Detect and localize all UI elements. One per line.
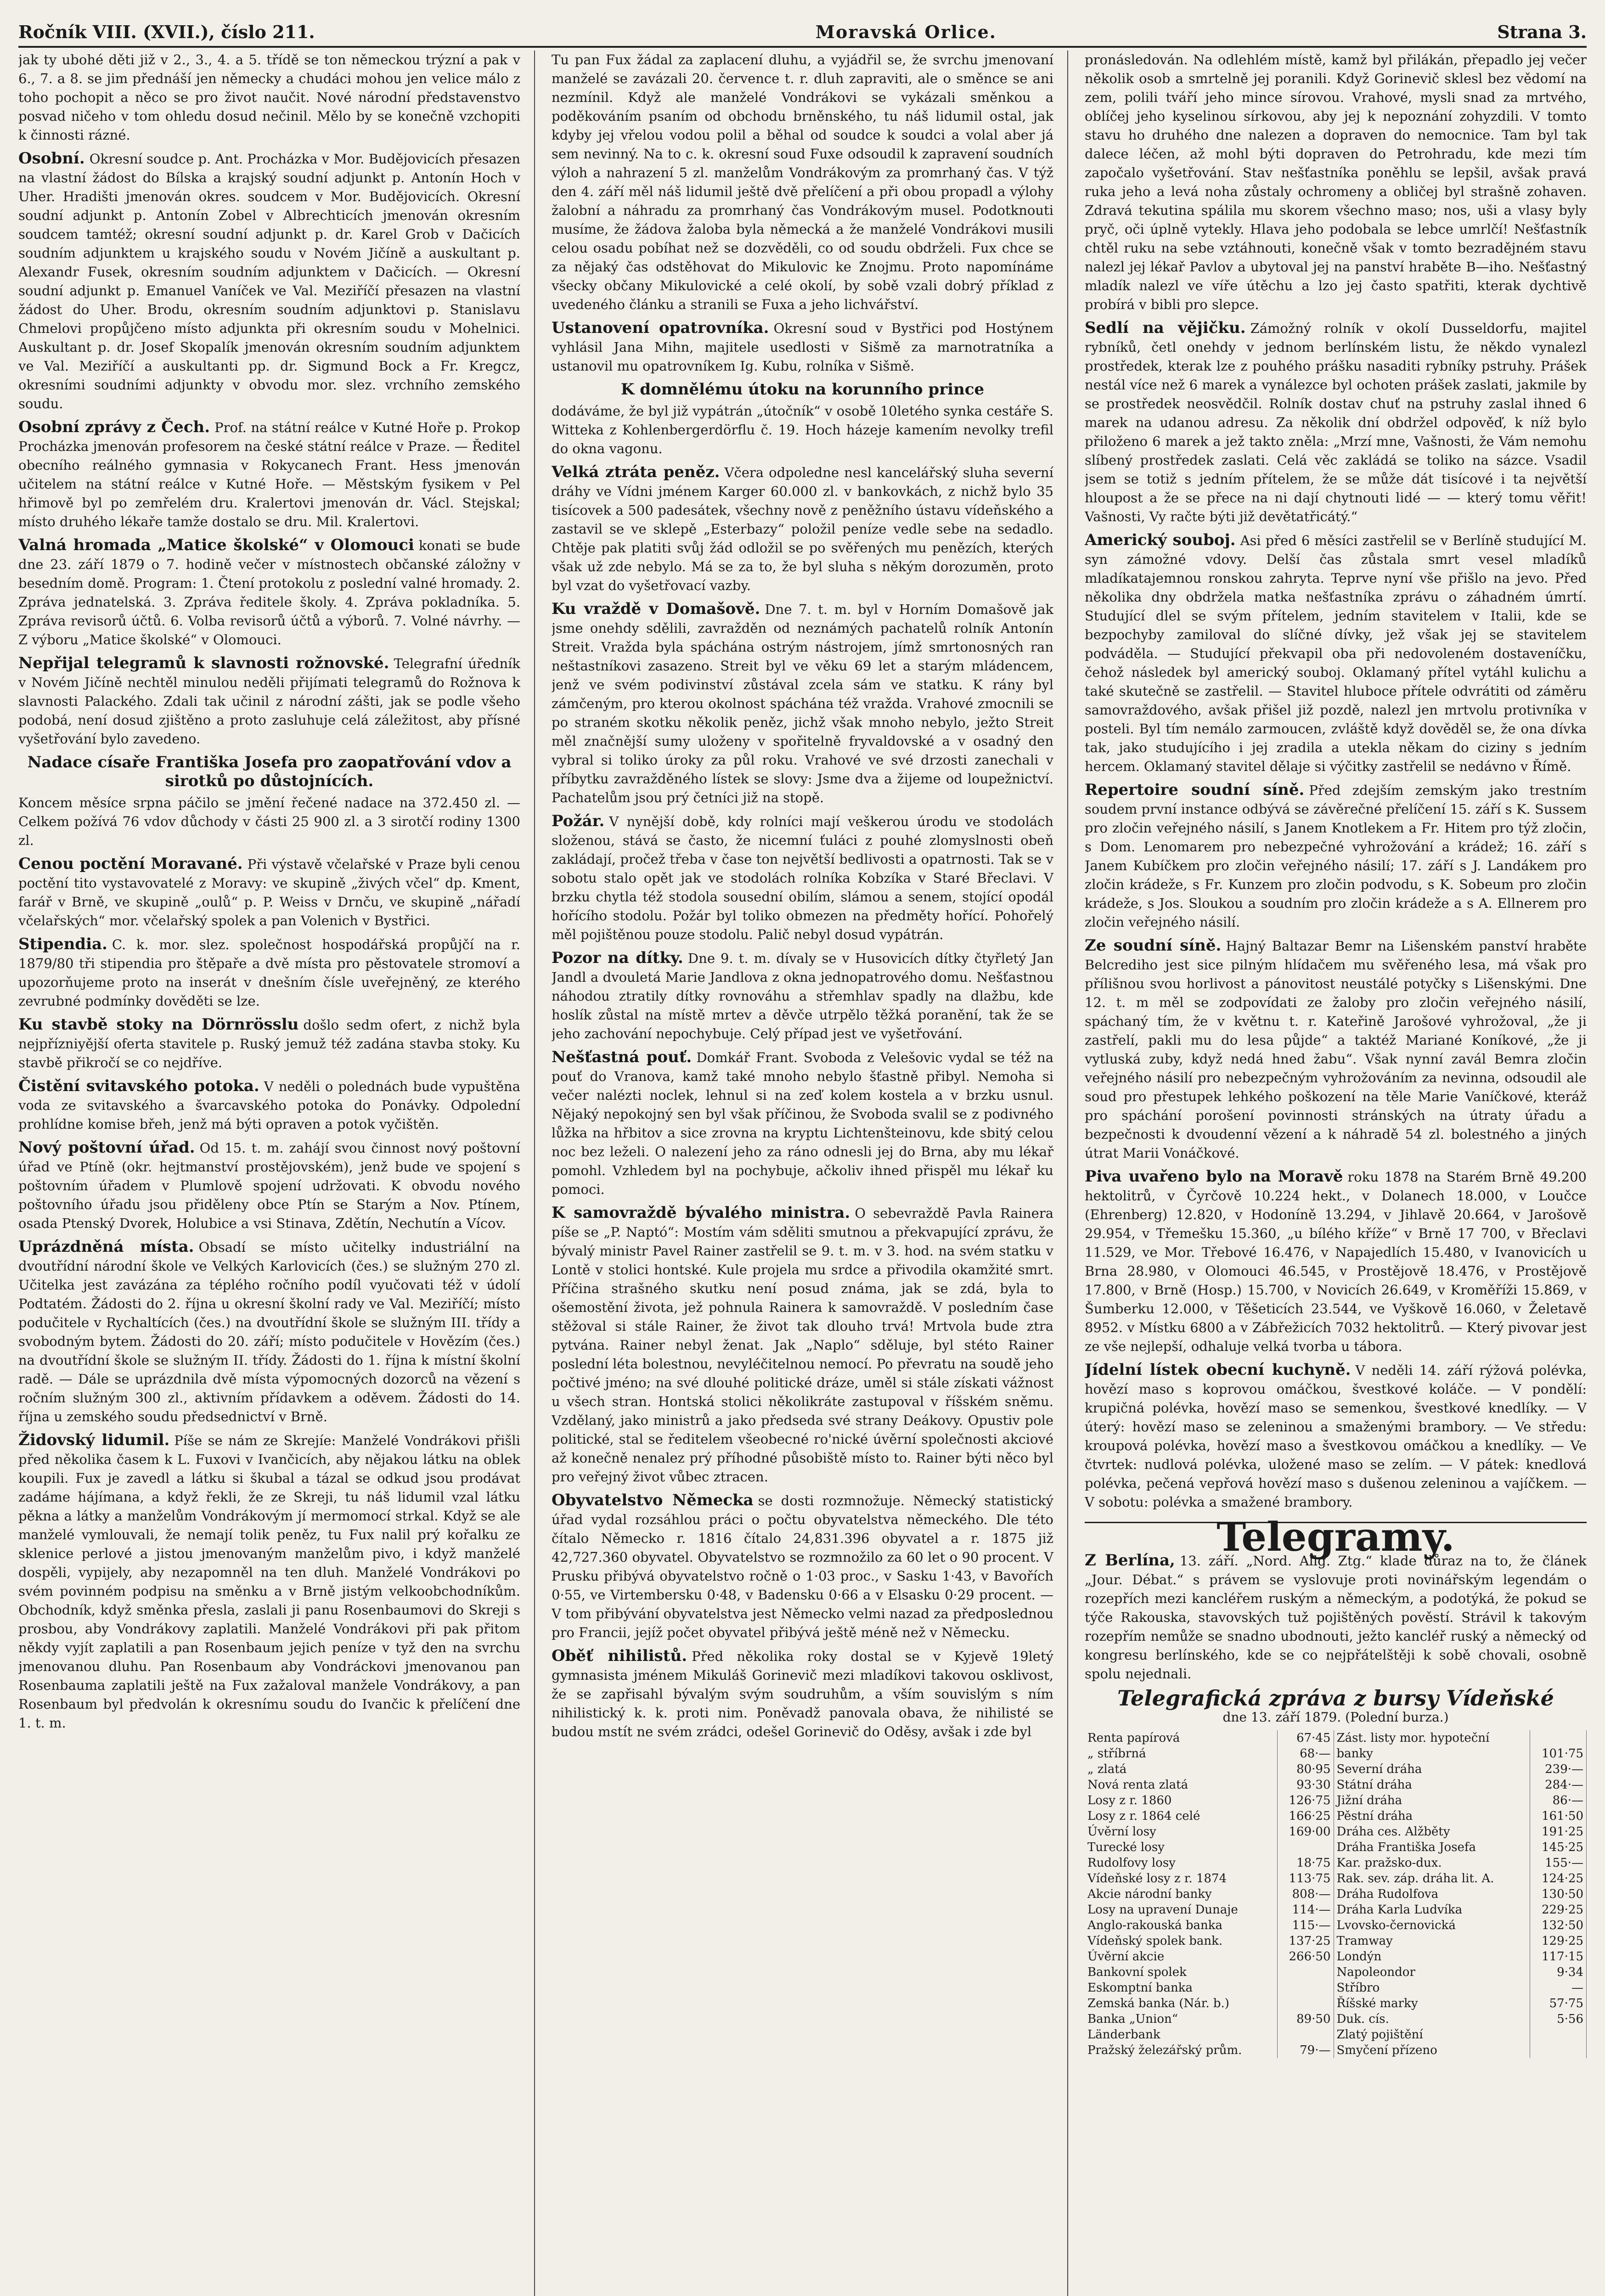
quote-value: 130·50 bbox=[1530, 1886, 1587, 1902]
article bbox=[552, 1647, 1053, 1741]
article bbox=[1085, 1167, 1587, 1356]
security-name: Zást. listy mor. hypoteční bbox=[1334, 1730, 1530, 1746]
security-name: Zemská banka (Nár. b.) bbox=[1085, 1996, 1277, 2011]
quote-value: 117·15 bbox=[1530, 1949, 1587, 1964]
quote-value bbox=[1277, 1840, 1334, 1855]
security-name: Eskomptní banka bbox=[1085, 1980, 1277, 1996]
quote-value: 129·25 bbox=[1530, 1933, 1587, 1949]
security-name: Dráha Rudolfova bbox=[1334, 1886, 1530, 1902]
article-text: V nynější době, kdy rolníci mají veškerou úrodu ve stodolách složenou, stává se často, že nicemní ťuláci z pouhé zlomyslnosti obeň zakládají, pročež třeba v čase ton největší bedlivosti a opatrnosti. Tak se v sobotu stalo opět jak ve stodolách rolníka Kobzíka v Staré Břeclavi. V brzku chytla též stodola sousední obilím, slámou a senem, stojící opodál hořícího stodolu. Požár byl toliko obmezen na předměty hořící. Pohořelý měl pojištěnou pouze stodolu. Palič nebyl dosud vypátrán. bbox=[552, 814, 1053, 942]
quote-value: 239·— bbox=[1530, 1761, 1587, 1777]
quote-value bbox=[1277, 2027, 1334, 2043]
article bbox=[18, 1431, 520, 1733]
quote-value: 161·50 bbox=[1530, 1808, 1587, 1824]
article bbox=[552, 319, 1053, 376]
security-name: Rudolfovy losy bbox=[1085, 1855, 1277, 1871]
quote-value: 808·— bbox=[1277, 1886, 1334, 1902]
article bbox=[18, 536, 520, 649]
quote-value bbox=[1530, 1730, 1587, 1746]
quote-value: 89·50 bbox=[1277, 2011, 1334, 2027]
article-text: Hajný Baltazar Bemr na Lišenském panství hraběte Belcrediho jest sice pilným hlídačem mu svěřeného lesa, má však pro přílišnou svou horlivost a pánovitost neustálé potyčky s Lišenskými. Dne 12. t. m měl se zodpovídati ze žaloby pro zločin veřejného násilí, spáchaný tím, že v květnu t. r. Kateřině Jarošové vyhrožoval, „že ji zastřelí, pakli mu do lesa půjde“ a taktéž Mariané Koníkové, „že ji vytluská zuby, když nedá hned žabu“. Však nynní zavál Bemra zločin veřejného násilí pro nebezpečným vyhrožováním za nevinna, odsoudil ale soud pro přestupek lehkého poškození na těle Marie Vaníčkové, kteráž pro spáchání porošení povinnosti stránských na útraty úřadu a bezpečnosti k dvoudenní vězení a k náhradě 54 zl. bolestného a jiných útrat Marii Vonáčkové. bbox=[1085, 938, 1587, 1161]
article-text: Koncem měsíce srpna páčilo se jmění řečené nadace na 372.450 zl. — Celkem požívá 76 vdov důchody v části 25 900 zl. a 3 sirotčí rodiny 1300 zl. bbox=[18, 795, 520, 848]
security-name: Úvěrní akcie bbox=[1085, 1949, 1277, 1964]
security-name: Zlatý pojištění bbox=[1334, 2027, 1530, 2043]
article bbox=[18, 418, 520, 531]
security-name: Londýn bbox=[1334, 1949, 1530, 1964]
table-row bbox=[1085, 1824, 1587, 1840]
quote-value: 191·25 bbox=[1530, 1824, 1587, 1840]
article bbox=[552, 949, 1053, 1043]
quote-value: 5·56 bbox=[1530, 2011, 1587, 2027]
security-name: Losy z r. 1864 celé bbox=[1085, 1808, 1277, 1824]
article bbox=[552, 600, 1053, 807]
article bbox=[552, 51, 1053, 314]
article-text: se dosti rozmnožuje. Německý statistický úřad vydal rozsáhlou práci o počtu obyvatelstva německého. Dle této čítalo Německo r. 1816 čítalo 24,831.396 obyvatel a r. 1875 již 42,727.360 obyvatel. Obyvatelstvo se rozmnožilo za 60 let o 90 procent. V Prusku přibývá obyvatelstvo ročně o 1·03 proc., v Sasku 1·43, v Bavořích 0·55, ve Virtembersku 0·48, v Badensku 0·66 a v Elsasku 0·29 procent. — V tom přibývání obyvatelstva jest Německo velmi nazad za předposlednou pro Francii, jejíž počet obyvatel přibývá ještě méně než v Německu. bbox=[552, 1493, 1053, 1640]
article bbox=[552, 812, 1053, 944]
article bbox=[552, 1048, 1053, 1199]
article-headline: Valná hromada „Matice školské“ v Olomouci bbox=[18, 536, 414, 554]
bourse-date: dne 13. září 1879. (Polední burza.) bbox=[1222, 1710, 1449, 1725]
quote-value: 113·75 bbox=[1277, 1871, 1334, 1886]
table-row bbox=[1085, 1777, 1587, 1793]
table-row bbox=[1085, 1949, 1587, 1964]
security-name: Jižní dráha bbox=[1334, 1793, 1530, 1808]
security-name: Renta papírová bbox=[1085, 1730, 1277, 1746]
security-name: Dráha ces. Alžběty bbox=[1334, 1824, 1530, 1840]
quote-value: 68·— bbox=[1277, 1746, 1334, 1761]
article-text: Zámožný rolník v okolí Dusseldorfu, majitel rybníků, četl onehdy v jednom berlínském listu, že někdo vynalezl prostředek, kterak lze z pouhého prášku nasaditi rybníky pstruhy. Prášek nestál více než 6 marek a vynálezce byl ochoten prášek zaslati, jakmile by se prostředek neosvědčil. Rolník dostav chuť na pstruhy zaslal ihned 6 marek na udanou adresu. Za několik dní obdržel odpověď, k níž bylo přiloženo 6 marek a jež takto zněla: „Mrzí mne, Vašnosti, že Vám nemohu slíbený prostředek zaslati. Celá věc zakládá se toliko na sázce. Vsadil jsem se totiž s jedním přítelem, že se může dát tisícové i ta největší hloupost a že se přece na ni dají chytnouti lidé — — který tomu věřit! Vašnosti, Vy račte býti již devětatřicátý.“ bbox=[1085, 321, 1587, 524]
article-headline: Sedlí na vějičku. bbox=[1085, 319, 1246, 337]
quote-value bbox=[1277, 1996, 1334, 2011]
article-text: Píše se nám ze Skrejíe: Manželé Vondrákovi přišli před několika časem k L. Fuxovi v Ivančicích, aby nějakou látku na oblek koupili. Fux je zavedl a látku si škubal a tázal se odkud jsou prodávat zadáme hájímana, a když řekli, že ze Skreji, tu náš lidumil vzal látku pěkna a látky a manželům Vondrákovým jí mermomocí strkal. Když se ale manželé vymlouvali, že nemají tolik peněz, tu Fux nalil prý kořalku ze sklenice perlové a jistou jmenovaným manželům pivo, i když manželé dospěli, vypijely, aby nezapomněl na ten dluh. Manželé Vondrákovi po svém povinném podpisu na směnku a v Brně jistým velkoobchodníkům. Obchodník, když směnka přesla, zaslali ji panu Rosenbaumovi do Skreji s prosbou, aby Vondrákovy zaplatili. Manželé Vondrákovi při pak přitom někdy vyjít zaplatili a pan Rosenbaum jejich peníze v tyž den na svrchu jmenovanou dluhu. Pan Rosenbaum aby Vondráckovi jmenovanou pan Rosenbauma zaplatili ještě na Fux zažaloval manžele Vondrákovy, a pan Rosenbaum byl předvolán k okresnímu soudu do Ivančic k přelíčení dne 1. t. m. bbox=[18, 1433, 520, 1731]
table-row bbox=[1085, 1730, 1587, 1746]
article bbox=[18, 753, 520, 850]
quote-value: 169·00 bbox=[1277, 1824, 1334, 1840]
security-name: Akcie národní banky bbox=[1085, 1886, 1277, 1902]
article-text: Obsadí se místo učitelky industriální na dvoutřídní národní škole ve Velkých Karlovicích (čes.) se služným 270 zl. Učitelka jest zavázána za téplého ročního podíl vyučovati též v údolí Podtatém. Žádosti do 2. října u okresní školní rady ve Val. Meziříčí; místo podučitele v Rychaltících (čes.) na dvoutřídní škole se služným III. třídy a svobodným bytem. Žádosti do 20. září; místo podučitele v Hovězím (čes.) na dvoutřídní škole se služným II. třídy. Žádosti do 1. října k místní školní radě. — Dále se uprázdnila dvě místa výpomocných dozorců na vězení s ročním služným 300 zl., aktivním přídavkem a oděvem. Žádosti do 14. října u zemského soudu předsednictví v Brně. bbox=[18, 1239, 520, 1424]
quote-value: 101·75 bbox=[1530, 1746, 1587, 1761]
table-row bbox=[1085, 1980, 1587, 1996]
article-headline: Uprázdněná místa. bbox=[18, 1238, 194, 1256]
article-text: konati se bude dne 23. září 1879 o 7. hodině večer v místnostech občanské záložny v besedním domě. Program: 1. Čtení protokolu z poslední valné hromady. 2. Zpráva jednatelská. 3. Zpráva ředitele školy. 4. Zpráva pokladníka. 5. Zpráva revisorů účtů. 6. Volba revisorů účtů a výborů. 7. Volné návrhy. — Z výboru „Matice školské“ v Olomouci. bbox=[18, 538, 520, 647]
article-text: Asi před 6 měsíci zastřelil se v Berlíně studující M. syn zámožné vdovy. Delší čas zůstala smrt vesel mladíků mladíkatajemnou ronskou zahryta. Teprve nyní vše přišlo na jevo. Před několika dny obdržela matka nešťastníka zprávu o záhadném úmrtí. Studující dlel se svým přítelem, jedním stavitelem v Italii, kde se bezpochyby zamiloval do slíčné dívky, jež však jej se stavitelem podváděla. — Studující překvapil oba při nedovoleném dostaveníčku, čehož následek byl americký souboj. Oklamaný přítel vytáhl kulichu a také skutečně se zastřelil. — Stavitel hluboce přítele odvrátiti od záměru samovraždového, avšak přišel již pozdě, nalezl jen mrtvolu protivníka v posteli. Byl tím nemálo zarmoucen, zvláště když dověděl se, že ona dívka tak, jako studujícího i jej zradila a utekla někam do ciziny s jedním hercem. Oklamaný stavitel dělaje si výčitky zastřelil se nedávno v Římě. bbox=[1085, 533, 1587, 774]
quote-value: 114·— bbox=[1277, 1902, 1334, 1918]
quote-value: 80·95 bbox=[1277, 1761, 1334, 1777]
article-text: Okresní soudce p. Ant. Procházka v Mor. Budějovicích přesazen na vlastní žádost do Bílska a krajský soudní adjunkt p. Antonín Hoch v Uher. Hradišti jmenován okres. soudcem v Mor. Budějovicích. Okresní soudní adjunkt p. Antonín Zobel v Albrechticích jmenován okresním soudcem tamtéž; okresní soudní adjunkt p. dr. Karel Grob v Dačicích soudním adjunktem u krajského soudu v Novém Jičíně a auskultant p. Alexandr Fusek, okresním soudním adjunktem v Dačicích. — Okresní soudní adjunkt p. Emanuel Vaníček ve Val. Meziříčí přesazen na vlastní žádost do Uher. Brodu, okresním soudním adjunktovi p. Stanislavu Chmelovi propůjčeno místo adjunkta při okresním soudu v Mohelnici. Auskultant p. dr. Josef Skopalík jmenován okresním soudním adjunktem ve Val. Meziříčí a auskultanti pp. dr. Sigmund Bock a Fr. Kregcz, okresními soudními adjunkty v obvodu mor. slez. vrchního zemského soudu. bbox=[18, 151, 520, 411]
table-row bbox=[1085, 1902, 1587, 1918]
article-text: Okresní soud v Bystřici pod Hostýnem vyhlásil Jana Mihn, majitele usedlosti v Sišmě za marnotratníka a ustanovil mu opatrovníkem Ig. Kubu, rolníka v Sišmě. bbox=[552, 321, 1053, 374]
security-name: Lvovsko-černovická bbox=[1334, 1918, 1530, 1933]
security-name: Smyčení přízeno bbox=[1334, 2043, 1530, 2058]
article bbox=[1085, 531, 1587, 776]
article bbox=[18, 1015, 520, 1072]
article-text: C. k. mor. slez. společnost hospodářská propůjčí na r. 1879/80 tři stipendia pro štěpaře a dvě místa pro pěstovatele stromoví a upozorňujeme proto na inserát v dnešním čísle uveřejněný, ze kterého zevrubné podmínky dověděti se lze. bbox=[18, 937, 520, 1009]
security-name: Nová renta zlatá bbox=[1085, 1777, 1277, 1793]
article bbox=[1085, 1551, 1587, 1683]
article-text: Telegrafní úředník v Novém Jičíně nechtěl minulou neděli přijímati telegramů do Rožnova k slavnosti Palackého. Zdali tak učinil z národní zášti, jak se podle všeho podobá, není dosud zjištěno a proto zasluhuje celá záležitost, aby přísné vyšetřování bylo zavedeno. bbox=[18, 656, 520, 747]
article-headline: Stipendia. bbox=[18, 935, 107, 953]
quote-value: 93·30 bbox=[1277, 1777, 1334, 1793]
article-text: jak ty ubohé děti již v 2., 3., 4. a 5. třídě se ton německou trýzní a pak v 6., 7. a 8. se jim přednáší jen německy a chudáci mohou jen velice málo z toho pochopit a něco se pro život naučit. Nové národní představenstvo posvad ničeho v tom ohledu dosud nečinil. Mělo by se konečně vzchopiti k činnosti rázné. bbox=[18, 52, 520, 143]
table-row bbox=[1085, 2011, 1587, 2027]
table-row bbox=[1085, 1871, 1587, 1886]
bourse-table bbox=[1085, 1730, 1587, 2058]
article-headline: Nešťastná pouť. bbox=[552, 1048, 692, 1066]
article bbox=[552, 1204, 1053, 1486]
article bbox=[552, 463, 1053, 595]
article bbox=[18, 1077, 520, 1134]
security-name: Losy na upravení Dunaje bbox=[1085, 1902, 1277, 1918]
article-headline: Nepřijal telegramů k slavnosti rožnovské. bbox=[18, 654, 389, 672]
quote-value: 9·34 bbox=[1530, 1964, 1587, 1980]
article-headline: Cenou poctění Moravané. bbox=[18, 855, 243, 873]
security-name: Dráha Františka Josefa bbox=[1334, 1840, 1530, 1855]
table-row bbox=[1085, 1793, 1587, 1808]
quote-value: 145·25 bbox=[1530, 1840, 1587, 1855]
security-name: Vídeňský spolek bank. bbox=[1085, 1933, 1277, 1949]
bourse-heading: Telegrafická zpráva z bursy Vídeňské bbox=[1117, 1686, 1554, 1711]
quote-value: 155·— bbox=[1530, 1855, 1587, 1871]
security-name: Úvěrní losy bbox=[1085, 1824, 1277, 1840]
security-name: Rak. sev. záp. dráha lit. A. bbox=[1334, 1871, 1530, 1886]
columns-container bbox=[18, 51, 1587, 2296]
article-text: O sebevraždě Pavla Rainera píše se „P. Naptó“: Mostím vám sděliti smutnou a překvapující zprávu, že bývalý ministr Pavel Rainer zastřelil se 9. t. m. v 3. hod. na svém statku v Lontě v stolici hontské. Kule projela mu srdce a přivodila okamžité smrt. Příčina strašného skutku není posud známa, jak se zdá, byla to ošemostění života, jež pohnula Rainera k samovraždě. V posledním čase stěžoval si stále Rainer, že život tak dlouho trvá! Mrtvola bude ztra pytvána. Rainer nebyl ženat. Jak „Naplo“ sděluje, byl stéto Rainer poslední léta bolestnou, nevyléčitelnou nemocí. Po převratu na soudě jeho počtivé jméno; na své dlouhé politické dráze, uměl si stále získati vážnost u všech stran. Hontská stolici několikráte zastupoval v říšském sněmu. Vzdělaný, jako ministrů a jako předseda své strany Deákovy. Opustiv pole politické, stal se ředitelem všeobecné ro'nické úvěrní společnosti akciové až konečně nenalez prý příhodné působiště místo to. Rainer býti něco byl pro veřejný život vůbec ztracen. bbox=[552, 1205, 1053, 1485]
security-name: Pěstní dráha bbox=[1334, 1808, 1530, 1824]
quote-value: 124·25 bbox=[1530, 1871, 1587, 1886]
table-row bbox=[1085, 1840, 1587, 1855]
article-headline: Ustanovení opatrovníka. bbox=[552, 319, 769, 337]
security-name: Dráha Karla Ludvíka bbox=[1334, 1902, 1530, 1918]
table-row bbox=[1085, 1886, 1587, 1902]
page-number: Strana 3. bbox=[1497, 22, 1587, 42]
article-text: Při výstavě včelařské v Praze byli cenou poctění tito vystavovatelé z Moravy: ve skupině „živých včel“ dp. Kment, farář v Brně, ve skupině „oulů“ p. P. Weiss v Drnču, ve skupině „nářadí včelařských“ mor. včelařský spolek a pan Volenich v Bystřici. bbox=[18, 856, 521, 929]
quote-value: 79·— bbox=[1277, 2043, 1334, 2058]
security-name: Tramway bbox=[1334, 1933, 1530, 1949]
article-text: roku 1878 na Starém Brně 49.200 hektolitrů, v Čyrčově 10.224 hekt., v Dolanech 18.000, v Loučce (Ehrenberg) 12.820, v Hodoníně 13.294, v Jihlavě 20.664, v Jarošově 29.954, v Třemešku 15.360, „u bílého kříže“ v Brně 17 700, v Břeclavi 11.529, ve Mor. Třebové 16.476, v Napajedlích 15.480, v Ivanovicích u Brna 28.980, v Olomouci 46.545, v Prostějově 18.476, v Prostějově 17.800, v Brně (Hosp.) 15.700, v Novicích 26.649, v Kroměříži 15.869, v Šumberku 12.000, v Těšeticích 23.544, ve Vyškově 16.060, v Želetavě 8952. v Místku 6800 a v Zábřežicích 7032 hektolitrů. — Který pivovar jest ze vše nejlepší, odhaluje velká tvorba u tábora. bbox=[1085, 1169, 1587, 1354]
quote-value: 67·45 bbox=[1277, 1730, 1334, 1746]
article-headline: Židovský lidumil. bbox=[18, 1431, 170, 1449]
quote-value: 57·75 bbox=[1530, 1996, 1587, 2011]
security-name: banky bbox=[1334, 1746, 1530, 1761]
table-row bbox=[1085, 2027, 1587, 2043]
security-name: Stříbro bbox=[1334, 1980, 1530, 1996]
article bbox=[18, 1138, 520, 1233]
article bbox=[18, 51, 520, 145]
table-row bbox=[1085, 1933, 1587, 1949]
security-name: Kar. pražsko-dux. bbox=[1334, 1855, 1530, 1871]
quote-value: — bbox=[1530, 1980, 1587, 1996]
article bbox=[1085, 781, 1587, 932]
article bbox=[552, 1491, 1053, 1642]
article-headline: Ze soudní síně. bbox=[1085, 936, 1222, 955]
article-headline: Požár. bbox=[552, 812, 605, 830]
security-name: Banka „Union“ bbox=[1085, 2011, 1277, 2027]
article-text: pronásledován. Na odlehlém místě, kamž byl přilákán, přepadlo jej večer několik osob a smrtelně jej poranili. Když Gorinevič sklesl bez vědomí na zem, polili tváří jeho mince sírovou. Vrahové, mysli snad za mrtvého, oblíčej jeho kyselinou sírkovou, aby jej k nepoznání zohyzdili. V tomto stavu ho druhého dne nalezen a dopraven do nemocnice. Tam byl tak dalece léčen, až mohl býti dopraven do Petrohradu, kde mezi tím započalo vyšetřování. Stav nešťastníka poněhlu se lepšil, avšak pravá ruka jeho a levá noha zůstaly ochromeny a obličej byl strašně zohaven. Zdravá tekutina spálila mu skorem všechno maso; nos, uši a vlasy byly pryč, oči úplně vytekly. Hlava jeho podobala se lebce umrlčí! Nešťastník chtěl ruku na sebe vztáhnouti, konečně však v tomto bezradějném stavu nalezl jej lékař Pavlov a ubytoval jej na panství hraběte B—iho. Nešťastný mladík nalezl ve víře útěchu a lzo jej často spatřiti, kterak dychtivě probírá v bibli pro slepce. bbox=[1085, 52, 1587, 312]
security-name: Losy z r. 1860 bbox=[1085, 1793, 1277, 1808]
table-row bbox=[1085, 1964, 1587, 1980]
article-headline: Oběť nihilistů. bbox=[552, 1647, 687, 1665]
article bbox=[1085, 1361, 1587, 1512]
article-headline: Nadace císaře Františka Josefa pro zaopatřování vdov a sirotků po důstojnících. bbox=[27, 753, 512, 790]
article-text: Tu pan Fux žádal za zaplacení dluhu, a vyjádřil se, že svrchu jmenovaní manželé se zavázali 20. července t. r. dluh zapraviti, ale o směnce se ani nezmínil. Když ale manželé Vondrákovi se vykázali směnkou a poděkováním psaním od obchodu brněnského, tu náš lidumil ostal, jak kdyby jej vřelou vodou polil a běhal od soudce k soudci a volal aber já sem nevinný. Na to c. k. okresní soud Fuxe odsoudil k zapravení soudních výloh a nahrazení 5 zl. manželům Vondrákovým za promrhaný čas. V týž den 4. září měl náš lidumil ještě dvě přelíčení a při obou propadl a výlohy žalobní a náhradu za promrhaný čas Vondrákovým musel. Podotknouti musíme, že žádova žaloba byla německá a že manželé Vondrákovi musili celou osadu pobíhat než se dozvěděli, co od soudu obdrželi. Fux chce se za nějaký čas odstěhovat do Mikulovic ke Znojmu. Proto napomínáme všecky občany Mikulovické a celé okolí, by sobě vzali dobrý příklad z uvedeného článku a stranili se Fuxa a jeho lichvářství. bbox=[552, 52, 1053, 312]
security-name: Vídeňské losy z r. 1874 bbox=[1085, 1871, 1277, 1886]
article-text: došlo sedm ofert, z nichž byla nejpřízniyější oferta stavitele p. Ruský jemuž též zadána stavba stoky. Ku stavbě přikročí se co nejdříve. bbox=[18, 1017, 520, 1070]
article-text: Před zdejším zemským jako trestním soudem první instance odbývá se závěrečné přelíčení 15. září s K. Sussem pro zločin veřejného násilí, s Janem Knotlekem a Fr. Hitem pro týž zločin, s Dom. Lenomarem pro nebezpečné vyhrožování a krádež; 16. září s Janem Kubíčkem pro zločin veřejného násilí; 17. září s J. Landákem pro zločin krádeže, s Fr. Kunzem pro zločin podvodu, s K. Sobeum pro zločin krádeže, s Jos. Sloukou a soudním pro zločin krádeže a s A. Ellnerem pro zločin veřejného násilí. bbox=[1085, 782, 1587, 930]
article-text: Dne 9. t. m. dívaly se v Husovicích dítky čtyřletý Jan Jandl a dvouletá Marie Jandlova z okna jednopatrového domu. Nešťastnou náhodou ztratily dítky rovnováhu a střemhlav spadly na dlažbu, kde hoslík zůstal na místě mrtev a děvče utrpělo těžká poranění, tak že se jeho zachování nepochybuje. Celý případ jest ve vyšetřování. bbox=[552, 951, 1053, 1041]
security-name: Duk. cís. bbox=[1334, 2011, 1530, 2027]
security-name: Státní dráha bbox=[1334, 1777, 1530, 1793]
article-text: Dne 7. t. m. byl v Horním Domašově jak jsme onehdy sdělili, zavražděn od neznámých pachatelů rolník Antonín Streit. Vražda byla spáchána ostrým nástrojem, jímž smrtonosných ran neštastníkovi zasazeno. Streit byl ve věku 69 let a starým mládencem, jenž ve svém podivinství zůstával zcela sám ve statku. K rány byl zámčeným, pro kterou okolnost spáchána též vražda. Vrahové zmocnili se po straném skotku několik peněz, jichž však mnoho nebylo, ježto Streit měl značnější sumy uloženy v spořitelně fryvaldovské a v osadný den vybral si toliko úroky za půl roku. Vrahové ve své drzosti zanechali v příbytku zavražděného lístek se slovy: Jsme dva a žijeme od loupežnictví. Pachatelům jsou prý četníci již na stopě. bbox=[552, 602, 1053, 805]
article bbox=[18, 654, 520, 748]
article-headline: Z Berlína, bbox=[1085, 1551, 1175, 1570]
security-name: Bankovní spolek bbox=[1085, 1964, 1277, 1980]
security-name: Länderbank bbox=[1085, 2027, 1277, 2043]
quote-value: 229·25 bbox=[1530, 1902, 1587, 1918]
quote-value: 126·75 bbox=[1277, 1793, 1334, 1808]
article-headline: Ku stavbě stoky na Dörnrösslu bbox=[18, 1015, 299, 1034]
article-headline: Osobní zprávy z Čech. bbox=[18, 418, 210, 436]
article-text: V neděli 14. září rýžová polévka, hovězí maso s koprovou omáčkou, švestkové koláče. — V pondělí: krupičná polévka, hovězí maso se semenkou, švestkové knedlíky. — V úterý: hovězí maso se zeleninou a smaženými brambory. — Ve středu: kroupová polévka, hovězí maso a švestkovou omáčkou a knedlíky. — Ve čtvrtek: nudlová polévka, uložené maso se zelím. — V pátek: knedlová polévka, pečená vepřová hovězí maso s dušenou zeleninou a vajíčkem. — V sobotu: polévka a smažené brambory. bbox=[1085, 1362, 1587, 1510]
article bbox=[552, 380, 1053, 458]
article-headline: Nový poštovní úřad. bbox=[18, 1138, 195, 1157]
quote-value: 18·75 bbox=[1277, 1855, 1334, 1871]
security-name: Turecké losy bbox=[1085, 1840, 1277, 1855]
table-row bbox=[1085, 1996, 1587, 2011]
article-headline: Velká ztráta peněz. bbox=[552, 463, 720, 481]
security-name: „ zlatá bbox=[1085, 1761, 1277, 1777]
article-text: Od 15. t. m. zahájí svou činnost nový poštovní úřad ve Ptíně (okr. hejtmanství prostějovském), jenž bude ve spojení s poštovním úřadem v Plumlově spojení udržovati. K obvodu nového poštovního úřadu jsou přiděleny obce Ptín se Starým a Nov. Ptínem, osada Ptenský Dvorek, Holubice a vsi Stinava, Zdětín, Nechutín a Vícov. bbox=[18, 1140, 520, 1231]
security-name: Říšské marky bbox=[1334, 1996, 1530, 2011]
issue-info: Ročník VIII. (XVII.), číslo 211. bbox=[18, 22, 315, 42]
article bbox=[1085, 936, 1587, 1163]
article bbox=[1085, 319, 1587, 526]
security-name: Anglo-rakouská banka bbox=[1085, 1918, 1277, 1933]
masthead bbox=[18, 0, 1587, 48]
article-headline: Obyvatelstvo Německa bbox=[552, 1491, 754, 1509]
quote-value bbox=[1530, 2027, 1587, 2043]
security-name: Severní dráha bbox=[1334, 1761, 1530, 1777]
article bbox=[18, 855, 520, 930]
newspaper-title: Moravská Orlice. bbox=[815, 22, 997, 42]
article-text: Před několika roky dostal se v Kyjevě 19letý gymnasista jménem Mikuláš Gorinevič mezi mladíkovi takovou osklivost, že se zapřisahl bývalým svým soudruhům, a vším souvislým s ním nihilistický k. k. proti nim. Poněvadž panovala obava, že nihilisté se budou mstít ne svém zrádci, odešel Gorinevič do Oděsy, avšak i zde byl bbox=[552, 1649, 1053, 1739]
article-headline: Jídelní lístek obecní kuchyně. bbox=[1085, 1361, 1351, 1379]
quote-value bbox=[1277, 1964, 1334, 1980]
article-text: Prof. na státní reálce v Kutné Hoře p. Prokop Procházka jmenován profesorem na české státní reálce v Praze. — Ředitel obecního reálného gymnasia v Rokycanech Frant. Hess jmenován učitelem na státní reálce v Kutné Hoře. — Městským fysikem v Pel hřimově byl po zemřelém dru. Kralertovi jmenován dr. Václ. Stejskal; místo druhého lékaře tamže dostalo se dru. Mil. Kralertovi. bbox=[18, 420, 520, 529]
quote-value: 115·— bbox=[1277, 1918, 1334, 1933]
quote-value bbox=[1530, 2043, 1587, 2058]
quote-value: 166·25 bbox=[1277, 1808, 1334, 1824]
article-headline: Repertoire soudní síně. bbox=[1085, 781, 1305, 799]
table-row bbox=[1085, 1746, 1587, 1761]
quote-value: 284·— bbox=[1530, 1777, 1587, 1793]
article-headline: K samovraždě bývalého ministra. bbox=[552, 1204, 850, 1222]
table-row bbox=[1085, 1761, 1587, 1777]
article-text: Včera odpoledne nesl kancelářský sluha severní dráhy ve Vídni jménem Karger 60.000 zl. v bankovkách, z nichž bylo 35 tisícovek a 500 padesátek, všechny nově z peněžního ústavu vídeňského a zastavil se ve sklepě „Esterbazy“ položil peníze vedle sebe na sedadlo. Chtěje pak platiti svůj žád odložil se po svěřených mu penězích, kterých však už zde nebylo. Má se za to, že byl sluha s někým dorozuměn, proto byl vzat do vyšetřovací vazby. bbox=[552, 465, 1054, 593]
quote-value: 137·25 bbox=[1277, 1933, 1334, 1949]
quote-value: 86·— bbox=[1530, 1793, 1587, 1808]
quote-value: 132·50 bbox=[1530, 1918, 1587, 1933]
article-text: Domkář Frant. Svoboda z Velešovic vydal se též na pouť do Vranova, kamž také mnoho nebylo šťastně přibyl. Nemoha si večer nalézti noclek, lehnul si na zeď kolem kostela a v brzku usnul. Nějaký nepokojný sen byl však příčinou, že Svoboda svalil se z podivného lůžka na hřbitov a sice zrovna na kryptu Lichtenšteinovu, kde sbitý celou noc bez leželi. O nalezení jeho za ráno odnesli jej do Brna, aby mu lékař pomohl. Vzhledem byl na pochybuje, ačkoliv ihned přispěl mu lékař ku pomoci. bbox=[552, 1050, 1053, 1197]
article-headline: Americký souboj. bbox=[1085, 531, 1236, 549]
article-text: 13. září. „Nord. Allg. Ztg.“ klade důraz na to, že článek „Jour. Débat.“ s právem se vyslovuje proti novinářským legendám o rozepřích mezi kancléřem ruským a německým, a podotýká, že pokud se týče Rakouska, stavovských tuž pojištěných pověstí. Strávil k takovým rozepřím nemůže se snadno ubodnouti, ježto kancléř ruský a německý od kongresu berlínského, kde se co nejpřátelštěji k sobě chovali, osobně spolu nejednali. bbox=[1085, 1553, 1587, 1682]
quote-value: 266·50 bbox=[1277, 1949, 1334, 1964]
article bbox=[18, 935, 520, 1011]
article-headline: K domnělému útoku na korunního prince bbox=[620, 380, 985, 399]
security-name: Napoleondor bbox=[1334, 1964, 1530, 1980]
article bbox=[1085, 51, 1587, 314]
table-row bbox=[1085, 1808, 1587, 1824]
telegrams-heading: Telegramy. bbox=[1085, 1522, 1587, 1547]
table-row bbox=[1085, 2043, 1587, 2058]
article-headline: Osobní. bbox=[18, 149, 85, 168]
security-name: Pražský železářský prům. bbox=[1085, 2043, 1277, 2058]
article bbox=[18, 1238, 520, 1426]
table-row bbox=[1085, 1855, 1587, 1871]
table-row bbox=[1085, 1918, 1587, 1933]
article-text: dodáváme, že byl již vypátrán „útočník“ v osobě 10letého synka cestáře S. Witteka z Kohlenbergerdörflu č. 19. Hoch házeje kamením nevolky trefil do okna vagonu. bbox=[552, 403, 1053, 456]
article-headline: Pozor na dítky. bbox=[552, 949, 683, 967]
column-1 bbox=[18, 51, 535, 2296]
column-2 bbox=[552, 51, 1068, 2296]
article bbox=[18, 149, 520, 413]
article-headline: Piva uvařeno bylo na Moravě bbox=[1085, 1167, 1343, 1186]
column-3 bbox=[1085, 51, 1587, 2296]
article-headline: Čistění svitavského potoka. bbox=[18, 1077, 259, 1095]
security-name: „ stříbrná bbox=[1085, 1746, 1277, 1761]
article-text: V neděli o polednách bude vypuštěna voda ze svitavského a švarcavského potoka do Ponávky. Odpolední prohlídne komise břeh, jenž má býti opraven a potok vyčištěn. bbox=[18, 1079, 520, 1132]
article-headline: Ku vraždě v Domašově. bbox=[552, 600, 760, 618]
quote-value bbox=[1277, 1980, 1334, 1996]
